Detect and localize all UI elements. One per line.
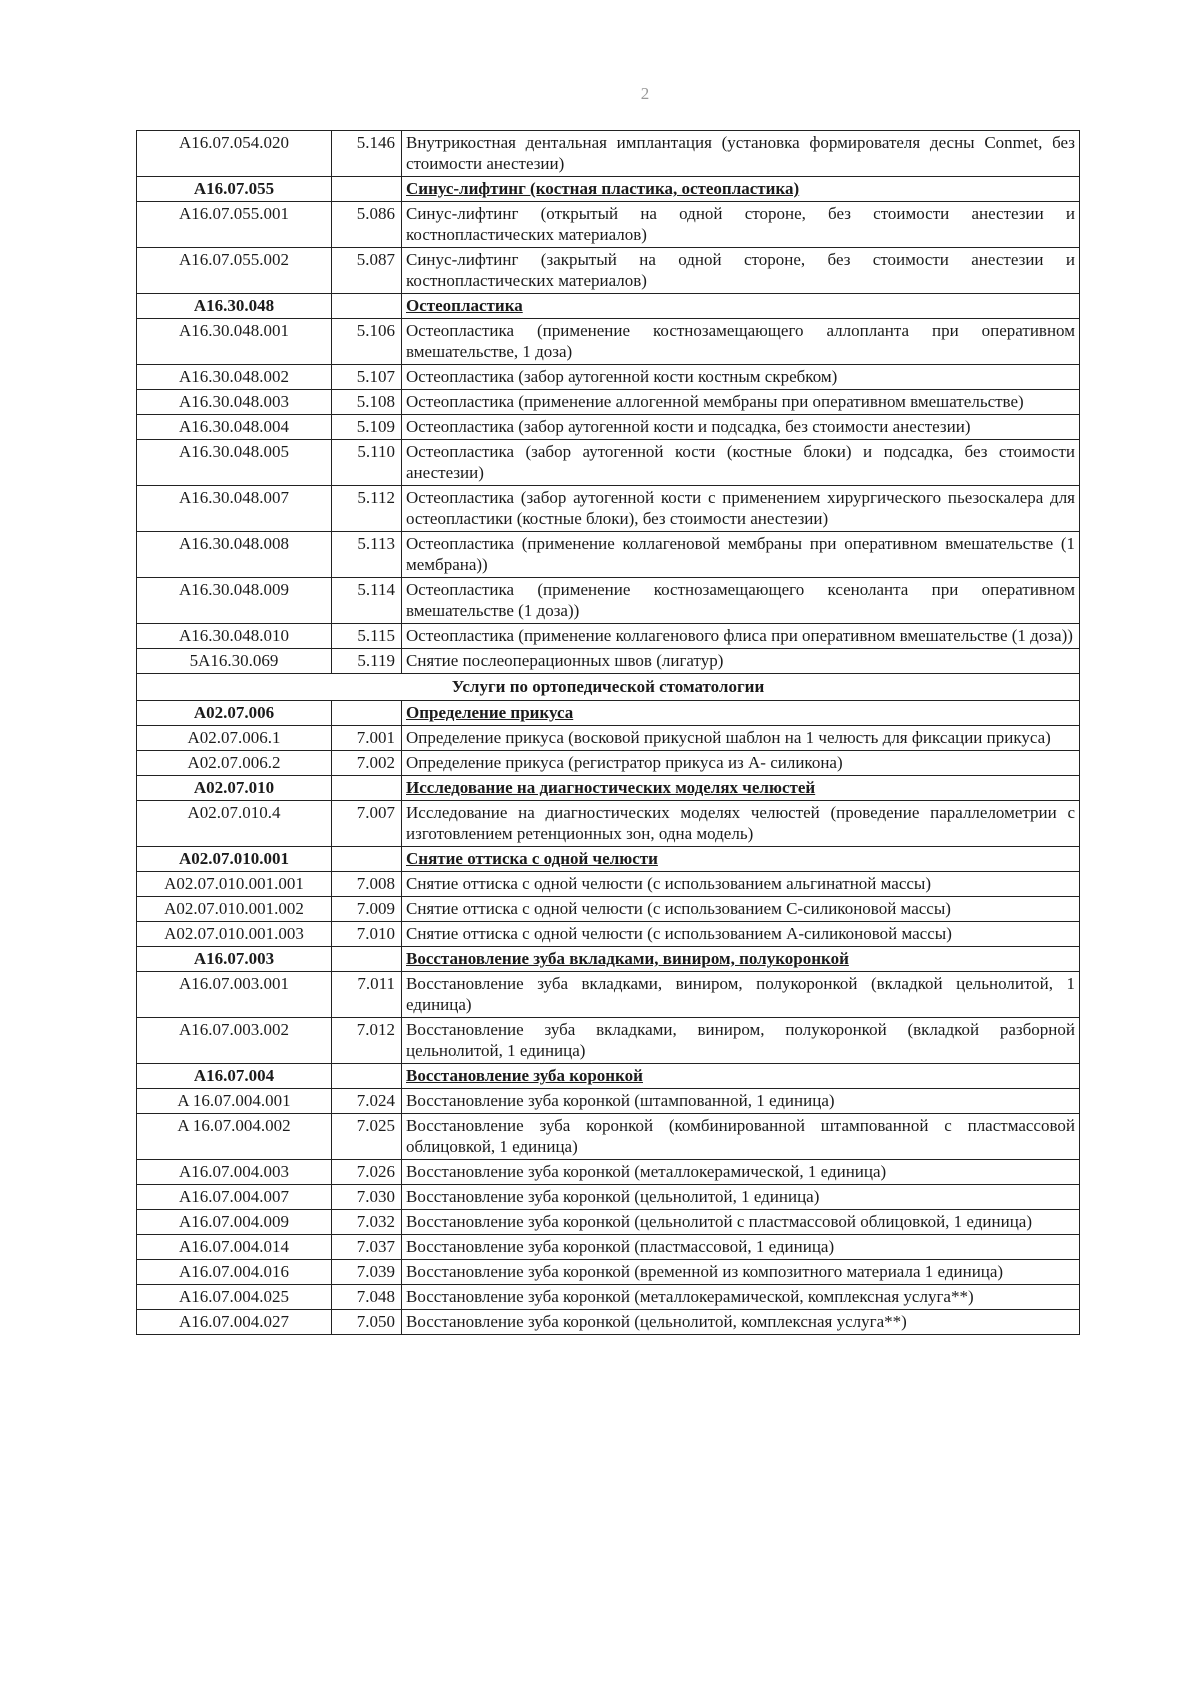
- service-code-cell: A02.07.006.1: [137, 726, 332, 751]
- service-row: [137, 1185, 1080, 1210]
- service-number-cell: 7.002: [332, 751, 402, 776]
- group-row: [137, 947, 1080, 972]
- service-row: [137, 202, 1080, 248]
- page-number: 2: [640, 84, 650, 103]
- service-number-cell: [332, 1064, 402, 1089]
- services-table: [136, 130, 1080, 1335]
- service-code-cell: A16.30.048: [137, 294, 332, 319]
- service-number-cell: 7.050: [332, 1310, 402, 1335]
- service-description-cell: Восстановление зуба коронкой (штампованной, 1 единица): [402, 1089, 1080, 1114]
- service-description-cell: Остеопластика (применение костнозамещающего ксеноланта при оперативном вмешательстве (1 доза)): [402, 578, 1080, 624]
- service-description-cell: Снятие оттиска с одной челюсти (с использованием альгинатной массы): [402, 872, 1080, 897]
- group-row: [137, 701, 1080, 726]
- group-row: [137, 177, 1080, 202]
- service-code-cell: A02.07.010.4: [137, 801, 332, 847]
- services-table-body: [137, 131, 1080, 1335]
- service-code-cell: A16.07.003.002: [137, 1018, 332, 1064]
- service-row: [137, 1210, 1080, 1235]
- service-row: [137, 1285, 1080, 1310]
- service-number-cell: 7.008: [332, 872, 402, 897]
- service-description-cell: Остеопластика: [402, 294, 1080, 319]
- service-number-cell: 5.087: [332, 248, 402, 294]
- service-description-cell: Остеопластика (забор аутогенной кости костным скребком): [402, 365, 1080, 390]
- service-description-cell: Восстановление зуба коронкой (металлокерамической, комплексная услуга**): [402, 1285, 1080, 1310]
- service-number-cell: 5.086: [332, 202, 402, 248]
- service-number-cell: 5.109: [332, 415, 402, 440]
- service-number-cell: 5.115: [332, 624, 402, 649]
- service-description-cell: Определение прикуса (восковой прикусной шаблон на 1 челюсть для фиксации прикуса): [402, 726, 1080, 751]
- service-description-cell: Восстановление зуба коронкой (цельнолитой, комплексная услуга**): [402, 1310, 1080, 1335]
- service-row: [137, 248, 1080, 294]
- service-code-cell: A16.07.004: [137, 1064, 332, 1089]
- service-code-cell: A16.30.048.003: [137, 390, 332, 415]
- service-description-cell: Снятие оттиска с одной челюсти (с использованием С-силиконовой массы): [402, 897, 1080, 922]
- service-description-cell: Восстановление зуба коронкой (пластмассовой, 1 единица): [402, 1235, 1080, 1260]
- service-code-cell: A16.07.004.014: [137, 1235, 332, 1260]
- service-code-cell: A16.30.048.009: [137, 578, 332, 624]
- service-row: [137, 1114, 1080, 1160]
- service-code-cell: A16.07.055: [137, 177, 332, 202]
- service-code-cell: A16.07.004.016: [137, 1260, 332, 1285]
- service-description-cell: Исследование на диагностических моделях челюстей (проведение параллелометрии с изготовлением ретенционных зон, одна модель): [402, 801, 1080, 847]
- service-description-cell: Снятие оттиска с одной челюсти: [402, 847, 1080, 872]
- service-code-cell: A16.07.004.007: [137, 1185, 332, 1210]
- group-row: [137, 776, 1080, 801]
- service-code-cell: A02.07.010: [137, 776, 332, 801]
- section-header-row: [137, 674, 1080, 701]
- service-code-cell: A16.07.054.020: [137, 131, 332, 177]
- service-number-cell: 5.119: [332, 649, 402, 674]
- service-code-cell: A16.07.004.003: [137, 1160, 332, 1185]
- group-row: [137, 1064, 1080, 1089]
- service-number-cell: 5.114: [332, 578, 402, 624]
- service-code-cell: A02.07.010.001.003: [137, 922, 332, 947]
- service-number-cell: 5.110: [332, 440, 402, 486]
- service-code-cell: A16.30.048.001: [137, 319, 332, 365]
- service-row: [137, 872, 1080, 897]
- service-description-cell: Восстановление зуба вкладками, виниром, полукоронкой (вкладкой разборной цельнолитой, 1 единица): [402, 1018, 1080, 1064]
- service-row: [137, 897, 1080, 922]
- service-number-cell: [332, 294, 402, 319]
- service-description-cell: Остеопластика (забор аутогенной кости (костные блоки) и подсадка, без стоимости анестезии): [402, 440, 1080, 486]
- service-code-cell: A 16.07.004.002: [137, 1114, 332, 1160]
- service-code-cell: A16.07.003.001: [137, 972, 332, 1018]
- service-description-cell: Восстановление зуба коронкой (металлокерамической, 1 единица): [402, 1160, 1080, 1185]
- service-number-cell: 5.113: [332, 532, 402, 578]
- service-description-cell: Остеопластика (применение коллагенового флиса при оперативном вмешательстве (1 доза)): [402, 624, 1080, 649]
- service-number-cell: 7.011: [332, 972, 402, 1018]
- service-number-cell: 7.048: [332, 1285, 402, 1310]
- service-row: [137, 1235, 1080, 1260]
- service-description-cell: Восстановление зуба вкладками, виниром, полукоронкой (вкладкой цельнолитой, 1 единица): [402, 972, 1080, 1018]
- service-description-cell: Остеопластика (применение костнозамещающего аллопланта при оперативном вмешательстве, 1 доза): [402, 319, 1080, 365]
- service-number-cell: 7.037: [332, 1235, 402, 1260]
- service-row: [137, 486, 1080, 532]
- service-code-cell: A16.30.048.010: [137, 624, 332, 649]
- service-code-cell: A16.07.055.001: [137, 202, 332, 248]
- service-description-cell: Синус-лифтинг (открытый на одной стороне, без стоимости анестезии и костнопластических материалов): [402, 202, 1080, 248]
- service-number-cell: 7.024: [332, 1089, 402, 1114]
- service-row: [137, 751, 1080, 776]
- service-number-cell: 5.146: [332, 131, 402, 177]
- service-row: [137, 624, 1080, 649]
- service-description-cell: Снятие оттиска с одной челюсти (с использованием А-силиконовой массы): [402, 922, 1080, 947]
- service-number-cell: 5.106: [332, 319, 402, 365]
- service-code-cell: 5A16.30.069: [137, 649, 332, 674]
- service-number-cell: 7.025: [332, 1114, 402, 1160]
- service-description-cell: Определение прикуса (регистратор прикуса из А- силикона): [402, 751, 1080, 776]
- service-code-cell: A02.07.010.001: [137, 847, 332, 872]
- service-row: [137, 1018, 1080, 1064]
- service-code-cell: A02.07.010.001.001: [137, 872, 332, 897]
- service-description-cell: Внутрикостная дентальная имплантация (установка формирователя десны Conmet, без стоимости анестезии): [402, 131, 1080, 177]
- service-code-cell: A02.07.010.001.002: [137, 897, 332, 922]
- service-code-cell: A16.30.048.007: [137, 486, 332, 532]
- service-number-cell: 7.032: [332, 1210, 402, 1235]
- service-row: [137, 319, 1080, 365]
- service-description-cell: Синус-лифтинг (костная пластика, остеопластика): [402, 177, 1080, 202]
- service-description-cell: Остеопластика (применение аллогенной мембраны при оперативном вмешательстве): [402, 390, 1080, 415]
- service-code-cell: A16.30.048.008: [137, 532, 332, 578]
- service-description-cell: Восстановление зуба коронкой: [402, 1064, 1080, 1089]
- service-number-cell: 7.009: [332, 897, 402, 922]
- service-row: [137, 649, 1080, 674]
- service-code-cell: A02.07.006.2: [137, 751, 332, 776]
- service-code-cell: A16.30.048.005: [137, 440, 332, 486]
- service-number-cell: 5.108: [332, 390, 402, 415]
- service-number-cell: 7.007: [332, 801, 402, 847]
- service-number-cell: 5.112: [332, 486, 402, 532]
- service-description-cell: Остеопластика (применение коллагеновой мембраны при оперативном вмешательстве (1 мембрана)): [402, 532, 1080, 578]
- service-number-cell: 7.030: [332, 1185, 402, 1210]
- service-row: [137, 1310, 1080, 1335]
- service-number-cell: 7.010: [332, 922, 402, 947]
- service-code-cell: A16.30.048.002: [137, 365, 332, 390]
- service-row: [137, 972, 1080, 1018]
- service-code-cell: A 16.07.004.001: [137, 1089, 332, 1114]
- service-description-cell: Остеопластика (забор аутогенной кости с применением хирургического пьезоскалера для остеопластики (костные блоки), без стоимости анестезии): [402, 486, 1080, 532]
- group-row: [137, 847, 1080, 872]
- service-code-cell: A16.07.055.002: [137, 248, 332, 294]
- service-row: [137, 578, 1080, 624]
- group-row: [137, 294, 1080, 319]
- service-description-cell: Восстановление зуба коронкой (комбинированной штампованной с пластмассовой облицовкой, 1 единица): [402, 1114, 1080, 1160]
- service-number-cell: 7.026: [332, 1160, 402, 1185]
- service-description-cell: Восстановление зуба коронкой (временной из композитного материала 1 единица): [402, 1260, 1080, 1285]
- service-row: [137, 365, 1080, 390]
- service-number-cell: [332, 847, 402, 872]
- service-number-cell: [332, 776, 402, 801]
- service-code-cell: A16.07.003: [137, 947, 332, 972]
- service-number-cell: [332, 947, 402, 972]
- service-description-cell: Восстановление зуба коронкой (цельнолитой с пластмассовой облицовкой, 1 единица): [402, 1210, 1080, 1235]
- section-title: Услуги по ортопедической стоматологии: [137, 674, 1080, 701]
- service-description-cell: Синус-лифтинг (закрытый на одной стороне, без стоимости анестезии и костнопластических материалов): [402, 248, 1080, 294]
- service-row: [137, 1260, 1080, 1285]
- service-row: [137, 801, 1080, 847]
- service-code-cell: A16.07.004.025: [137, 1285, 332, 1310]
- service-row: [137, 1089, 1080, 1114]
- service-description-cell: Исследование на диагностических моделях челюстей: [402, 776, 1080, 801]
- service-number-cell: 7.039: [332, 1260, 402, 1285]
- service-row: [137, 415, 1080, 440]
- service-description-cell: Снятие послеоперационных швов (лигатур): [402, 649, 1080, 674]
- service-code-cell: A16.07.004.027: [137, 1310, 332, 1335]
- service-row: [137, 131, 1080, 177]
- service-row: [137, 726, 1080, 751]
- service-number-cell: 5.107: [332, 365, 402, 390]
- service-description-cell: Определение прикуса: [402, 701, 1080, 726]
- service-row: [137, 922, 1080, 947]
- service-number-cell: [332, 177, 402, 202]
- service-code-cell: A16.30.048.004: [137, 415, 332, 440]
- service-description-cell: Восстановление зуба коронкой (цельнолитой, 1 единица): [402, 1185, 1080, 1210]
- service-description-cell: Восстановление зуба вкладками, виниром, полукоронкой: [402, 947, 1080, 972]
- service-number-cell: 7.012: [332, 1018, 402, 1064]
- service-number-cell: [332, 701, 402, 726]
- service-row: [137, 390, 1080, 415]
- service-number-cell: 7.001: [332, 726, 402, 751]
- service-description-cell: Остеопластика (забор аутогенной кости и подсадка, без стоимости анестезии): [402, 415, 1080, 440]
- service-row: [137, 440, 1080, 486]
- service-row: [137, 1160, 1080, 1185]
- service-row: [137, 532, 1080, 578]
- service-code-cell: A16.07.004.009: [137, 1210, 332, 1235]
- service-code-cell: A02.07.006: [137, 701, 332, 726]
